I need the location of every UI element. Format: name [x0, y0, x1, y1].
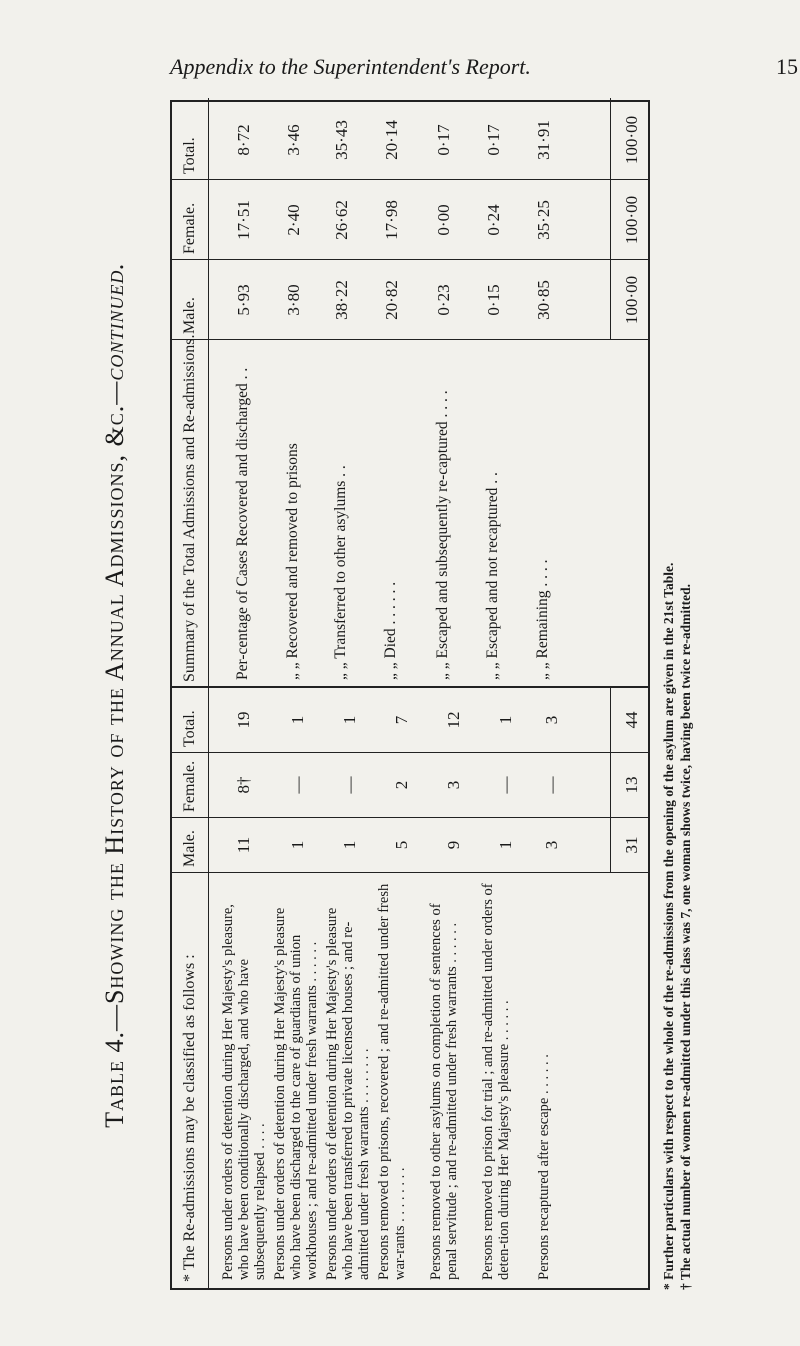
row-total: 8·72 — [234, 124, 253, 156]
row-total: 3 — [542, 715, 561, 725]
total-male: 31 — [622, 836, 641, 854]
row-male: 30·85 — [534, 280, 553, 320]
row-male: 5 — [392, 840, 411, 850]
readmissions-header: * The Re-admissions may be classified as follows : — [181, 954, 198, 1282]
row-male: 9 — [444, 840, 463, 850]
row-female: 26·62 — [332, 200, 351, 240]
row-label: Per-centage of Cases Recovered and discharged . . — [234, 367, 251, 680]
caption-main: History of the Annual Admissions, &c. — [100, 404, 129, 855]
row-female: — — [340, 776, 359, 794]
column-rule — [172, 179, 648, 180]
row-male: 11 — [234, 836, 253, 854]
row-female: 0·24 — [484, 204, 503, 236]
row-female: — — [496, 776, 515, 794]
total-female: 100·00 — [622, 195, 641, 245]
row-female: 8† — [234, 776, 253, 794]
row-female: 3 — [444, 780, 463, 790]
row-total: 0·17 — [484, 124, 503, 156]
column-rule — [172, 259, 648, 260]
row-label: „ „ Escaped and subsequently re-captured . . . . — [434, 390, 451, 680]
row-male: 5·93 — [234, 284, 253, 316]
row-label: Persons removed to other asylums on completion of sentences of penal servitude ; and re-admitted under fresh warrants . . . . . . — [428, 903, 460, 1280]
total-total: 44 — [622, 711, 641, 729]
row-total: 3·46 — [284, 124, 303, 156]
header-rule — [208, 98, 209, 1288]
row-total: 0·17 — [434, 124, 453, 156]
row-male: 0·15 — [484, 284, 503, 316]
row-total: 35·43 — [332, 120, 351, 160]
row-label: „ „ Died . . . . . . — [382, 581, 399, 680]
column-rule — [172, 339, 648, 340]
row-male: 1 — [340, 840, 359, 850]
total-total: 100·00 — [622, 115, 641, 165]
footnote: * Further particulars with respect to the whole of the re-admissions from the opening of the asylum are given in the 21st Table. — [661, 562, 676, 1290]
row-label: Persons under orders of detention during Her Majesty's pleasure, who have been conditionally discharged, and who have subsequently relapsed . . . . — [220, 904, 268, 1280]
summary-female-header: Female. — [181, 202, 198, 254]
row-male: 1 — [496, 840, 515, 850]
row-label: „ „ Remaining . . . . — [534, 559, 551, 680]
row-female: 2 — [392, 780, 411, 790]
row-female: 2·40 — [284, 204, 303, 236]
row-label: „ „ Escaped and not recaptured . . — [484, 472, 501, 680]
row-label: Persons removed to prisons, recovered ; and re-admitted under fresh war-rants . . . . . . . . — [376, 883, 408, 1280]
row-label: „ „ Recovered and removed to prisons — [284, 443, 301, 680]
row-total: 12 — [444, 711, 463, 729]
row-total: 1 — [496, 715, 515, 725]
row-female: 0·00 — [434, 204, 453, 236]
summary-header: Summary of the Total Admissions and Re-admissions. — [181, 334, 198, 682]
row-total: 19 — [234, 711, 253, 729]
column-rule — [172, 817, 648, 818]
readmissions-total-rule — [610, 688, 611, 873]
section-rule — [172, 686, 648, 688]
rotated-table-page — [100, 100, 700, 1290]
page-number: 15 — [776, 54, 798, 79]
column-rule — [172, 872, 648, 873]
summary-total-rule — [610, 98, 611, 340]
row-male: 38·22 — [332, 280, 351, 320]
summary-male-header: Male. — [181, 297, 198, 334]
row-label: Persons under orders of detention during Her Majesty's pleasure who have been transferred to private licensed houses ; and re-admitted under fresh warrants . . . . . . . . — [324, 907, 372, 1280]
row-label: Persons recaptured after escape . . . . . . — [536, 1054, 552, 1280]
row-male: 1 — [288, 840, 307, 850]
row-male: 20·82 — [382, 280, 401, 320]
row-label: Persons under orders of detention during Her Majesty's pleasure who have been discharged to the care of guardians of union workhouses ; and re-admitted under fresh warrants . . . . . . — [272, 907, 320, 1280]
row-label: Persons removed to prison for trial ; and re-admitted under orders of deten-tion during Her Majesty's pleasure . . . . . . — [480, 883, 512, 1280]
row-male: 3 — [542, 840, 561, 850]
table-caption — [100, 100, 155, 1290]
row-male: 0·23 — [434, 284, 453, 316]
history-table — [170, 100, 650, 1290]
row-female: 17·51 — [234, 200, 253, 240]
row-label: „ „ Transferred to other asylums . . — [332, 465, 349, 680]
column-rule — [172, 752, 648, 753]
footnotes — [660, 100, 694, 1290]
readmissions-total-header: Total. — [181, 710, 198, 747]
row-female: — — [288, 776, 307, 794]
row-female: 17·98 — [382, 200, 401, 240]
total-male: 100·00 — [622, 275, 641, 325]
row-male: 3·80 — [284, 284, 303, 316]
row-female: — — [542, 776, 561, 794]
caption-suffix: —continued. — [100, 262, 129, 405]
row-total: 7 — [392, 715, 411, 725]
row-female: 35·25 — [534, 200, 553, 240]
readmissions-male-header: Male. — [181, 830, 198, 867]
summary-total-header: Total. — [181, 137, 198, 174]
row-total: 1 — [288, 715, 307, 725]
row-total: 31·91 — [534, 120, 553, 160]
running-header — [170, 54, 798, 84]
caption-prefix: Table 4.—Showing the — [100, 854, 129, 1128]
running-header-title: Appendix to the Superintendent's Report. — [170, 54, 531, 79]
readmissions-female-header: Female. — [181, 760, 198, 812]
total-female: 13 — [622, 776, 641, 794]
footnote: † The actual number of women re-admitted under this class was 7, one woman shows twice, having been twice re-admitted. — [678, 584, 693, 1290]
row-total: 1 — [340, 715, 359, 725]
row-total: 20·14 — [382, 120, 401, 160]
